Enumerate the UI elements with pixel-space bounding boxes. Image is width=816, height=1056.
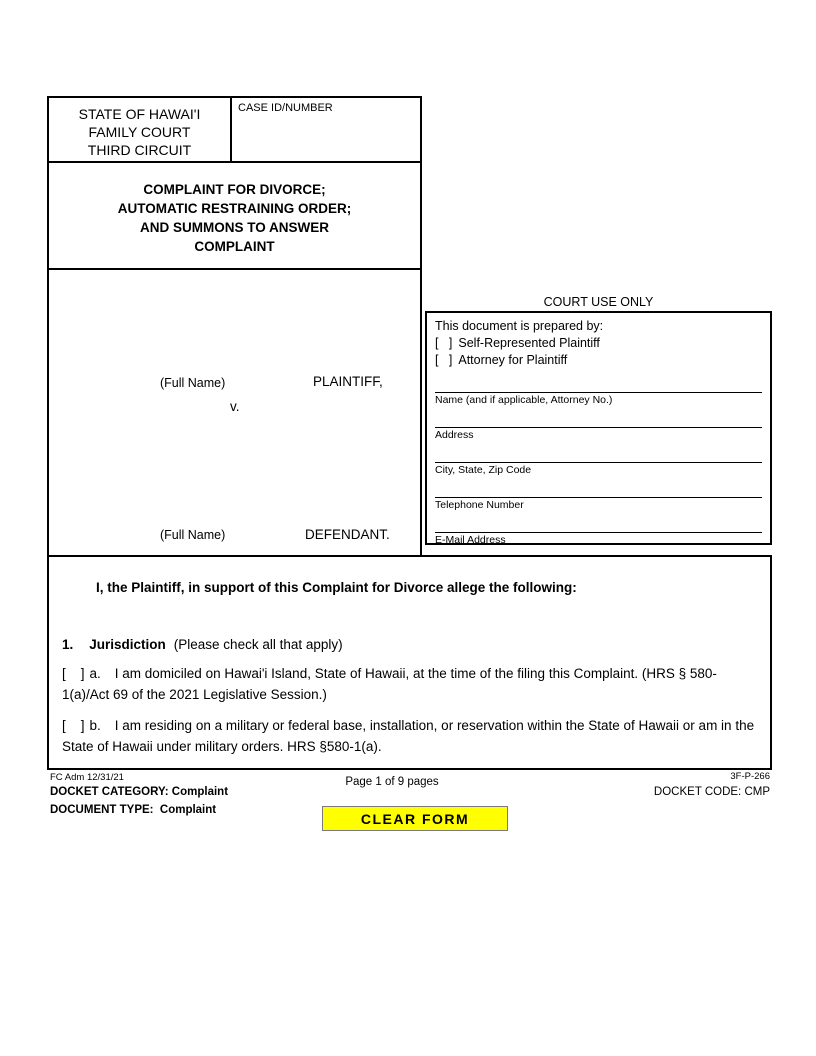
court-use-only-label: COURT USE ONLY (543, 295, 654, 309)
jurisdiction-item-a (62, 663, 757, 705)
defendant-full-name-label: (Full Name) (160, 528, 226, 542)
complaint-body-box (47, 555, 772, 770)
self-represented-option (435, 335, 762, 352)
form-code: 3F-P-266 (730, 771, 770, 782)
plaintiff-full-name-label: (Full Name) (160, 376, 226, 390)
defendant-label: DEFENDANT. (305, 527, 390, 542)
attorney-label: Attorney for Plaintiff (458, 353, 568, 367)
jurisdiction-a-checkbox[interactable]: [ ] (62, 666, 85, 681)
city-state-zip-input-line[interactable] (435, 442, 762, 463)
attorney-option (435, 352, 762, 369)
prepared-by-title: This document is prepared by: (435, 319, 604, 333)
document-type: DOCUMENT TYPE: Complaint (50, 804, 217, 816)
item-b-text: I am residing on a military or federal base, installation, or reservation within the State of Hawaii or am in the State of Hawaii under military orders. HRS §580-1(a). (62, 718, 755, 754)
document-title-line-4: COMPLAINT (194, 239, 275, 254)
jurisdiction-section-header (62, 636, 757, 653)
attorney-checkbox[interactable]: [ ] (435, 353, 453, 367)
plaintiff-name-field[interactable] (69, 348, 399, 372)
section-title: Jurisdiction (89, 637, 166, 652)
email-input-line[interactable] (435, 512, 762, 533)
address-field-label: Address (435, 429, 474, 441)
document-title-line-2: AUTOMATIC RESTRAINING ORDER; (117, 201, 352, 216)
allegation-intro: I, the Plaintiff, in support of this Complaint for Divorce allege the following: (96, 580, 577, 595)
telephone-input-line[interactable] (435, 477, 762, 498)
plaintiff-label: PLAINTIFF, (313, 374, 383, 389)
item-a-letter: a. (89, 666, 101, 681)
self-represented-label: Self-Represented Plaintiff (458, 336, 600, 350)
case-id-label: CASE ID/NUMBER (238, 102, 333, 114)
form-revision: FC Adm 12/31/21 (50, 772, 124, 783)
name-field-label: Name (and if applicable, Attorney No.) (435, 394, 613, 406)
docket-code: DOCKET CODE: CMP (653, 786, 770, 798)
court-name (49, 98, 230, 161)
docket-category: DOCKET CATEGORY: Complaint (50, 786, 229, 798)
court-name-line-3: THIRD CIRCUIT (87, 142, 192, 158)
section-number: 1. (62, 637, 74, 652)
clear-form-button[interactable]: CLEAR FORM (322, 806, 508, 831)
defendant-name-field[interactable] (69, 500, 399, 524)
address-input-line[interactable] (435, 407, 762, 428)
case-id-cell (230, 98, 420, 161)
case-id-field[interactable] (234, 116, 418, 159)
email-field-label: E-Mail Address (435, 534, 506, 546)
party-caption-box (47, 270, 422, 555)
versus-label: v. (230, 399, 240, 414)
page-number: Page 1 of 9 pages (345, 776, 439, 788)
prepared-by-box (425, 311, 772, 545)
self-represented-checkbox[interactable]: [ ] (435, 336, 453, 350)
caption-column (47, 96, 422, 555)
court-name-line-2: FAMILY COURT (88, 124, 191, 140)
court-header-box (47, 96, 422, 163)
document-title-line-1: COMPLAINT FOR DIVORCE; (143, 182, 326, 197)
court-name-line-1: STATE OF HAWAI'I (78, 106, 201, 122)
city-state-zip-field-label: City, State, Zip Code (435, 464, 532, 476)
jurisdiction-item-b (62, 715, 757, 757)
document-title (47, 163, 422, 270)
item-a-text: I am domiciled on Hawai'i Island, State of Hawaii, at the time of the filing this Complaint. (HRS § 580-1(a)/Act 69 of the 2021 Legislative Session.) (62, 666, 717, 702)
section-hint: (Please check all that apply) (173, 637, 343, 652)
telephone-field-label: Telephone Number (435, 499, 524, 511)
item-b-letter: b. (89, 718, 101, 733)
name-input-line[interactable] (435, 369, 762, 393)
document-title-line-3: AND SUMMONS TO ANSWER (140, 220, 329, 235)
jurisdiction-b-checkbox[interactable]: [ ] (62, 718, 85, 733)
